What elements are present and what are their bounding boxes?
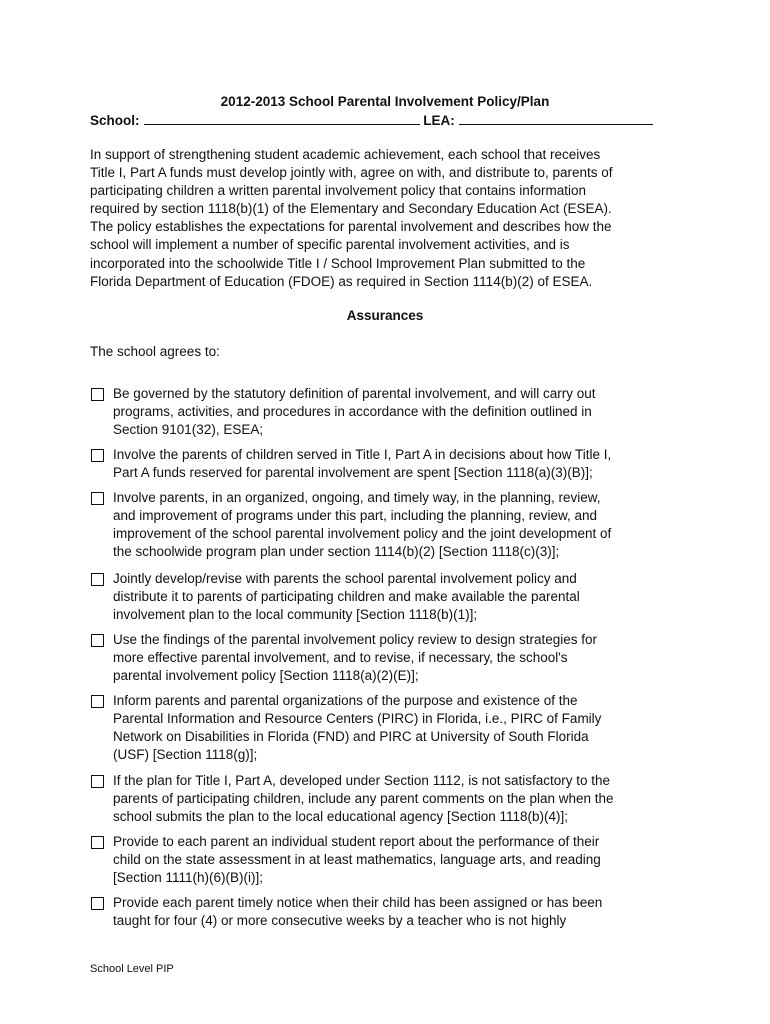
assurance-checkbox[interactable] xyxy=(91,775,104,788)
assurance-text xyxy=(113,631,597,685)
assurance-line: If the plan for Title I, Part A, developed under Section 1112, is not satisfactory to the xyxy=(113,773,611,788)
assurance-text xyxy=(113,489,611,561)
intro-line: participating children a written parental involvement policy that contains information xyxy=(90,183,587,199)
lea-label: LEA: xyxy=(423,113,455,128)
assurance-checkbox[interactable] xyxy=(91,695,104,708)
assurance-checkbox[interactable] xyxy=(91,388,104,401)
intro-line: incorporated into the schoolwide Title I / School Improvement Plan submitted to the xyxy=(90,255,586,271)
assurance-line: school submits the plan to the local educational agency [Section 1118(b)(4)]; xyxy=(113,809,569,825)
lea-field[interactable] xyxy=(459,112,653,125)
intro-line: Title I, Part A funds must develop jointly with, agree on with, and distribute to, parents of xyxy=(90,165,613,181)
intro-line: Florida Department of Education (FDOE) as required in Section 1114(b)(2) of ESEA. xyxy=(90,273,593,289)
assurance-line: and improvement of programs under this part, including the planning, review, and xyxy=(113,508,598,524)
assurance-line: Inform parents and parental organizations of the purpose and existence of the xyxy=(113,693,578,708)
assurance-line: Network on Disabilities in Florida (FND) and PIRC at University of South Florida xyxy=(113,729,589,745)
assurances-heading: Assurances xyxy=(346,308,424,323)
assurance-text xyxy=(113,446,611,482)
assurance-line: improvement of the school parental involvement policy and the joint development of xyxy=(113,526,612,542)
assurance-checkbox[interactable] xyxy=(91,492,104,505)
assurance-checkbox[interactable] xyxy=(91,634,104,647)
intro-line: required by section 1118(b)(1) of the Elementary and Secondary Education Act (ESEA). xyxy=(90,201,612,217)
school-field[interactable] xyxy=(144,112,420,125)
assurance-line: Part A funds reserved for parental involvement are spent [Section 1118(a)(3)(B)]; xyxy=(113,465,593,481)
assurance-text xyxy=(113,894,602,930)
assurance-text xyxy=(113,692,601,764)
assurance-line: Jointly develop/revise with parents the school parental involvement policy and xyxy=(113,571,577,586)
assurance-text xyxy=(113,570,580,624)
assurance-checkbox[interactable] xyxy=(91,573,104,586)
assurance-checkbox[interactable] xyxy=(91,449,104,462)
assurance-line: [Section 1111(h)(6)(B)(i)]; xyxy=(113,870,264,886)
assurance-line: Involve the parents of children served in Title I, Part A in decisions about how Title I, xyxy=(113,447,612,462)
intro-line: school will implement a number of specific parental involvement activities, and is xyxy=(90,237,570,253)
assurance-line: parents of participating children, include any parent comments on the plan when the xyxy=(113,791,614,807)
school-lea-line xyxy=(90,112,653,130)
intro-line: In support of strengthening student academic achievement, each school that receives xyxy=(90,147,601,162)
page-title: 2012-2013 School Parental Involvement Policy/Plan xyxy=(220,94,550,109)
assurance-line: Section 9101(32), ESEA; xyxy=(113,422,264,438)
assurance-line: Be governed by the statutory definition of parental involvement, and will carry out xyxy=(113,386,596,401)
assurance-line: parental involvement policy [Section 1118(a)(2)(E)]; xyxy=(113,668,419,684)
assurance-checkbox[interactable] xyxy=(91,836,104,849)
intro-paragraph xyxy=(90,146,690,291)
agrees-intro: The school agrees to: xyxy=(90,344,220,359)
assurance-line: the schoolwide program plan under section 1114(b)(2) [Section 1118(c)(3)]; xyxy=(113,544,560,560)
assurance-checkbox[interactable] xyxy=(91,897,104,910)
assurance-line: involvement plan to the local community [Section 1118(b)(1)]; xyxy=(113,607,478,623)
assurance-line: taught for four (4) or more consecutive weeks by a teacher who is not highly xyxy=(113,913,567,929)
intro-line: The policy establishes the expectations for parental involvement and describes how the xyxy=(90,219,612,235)
school-label: School: xyxy=(90,113,140,128)
assurance-line: Parental Information and Resource Centers (PIRC) in Florida, i.e., PIRC of Family xyxy=(113,711,602,727)
assurance-line: Provide each parent timely notice when their child has been assigned or has been xyxy=(113,895,603,910)
page-footer: School Level PIP xyxy=(90,963,174,975)
assurance-line: (USF) [Section 1118(g)]; xyxy=(113,747,258,763)
assurance-line: more effective parental involvement, and to revise, if necessary, the school's xyxy=(113,650,568,666)
assurance-line: child on the state assessment in at least mathematics, language arts, and reading xyxy=(113,852,601,868)
assurance-text xyxy=(113,833,601,887)
assurance-line: Use the findings of the parental involvement policy review to design strategies for xyxy=(113,632,598,647)
assurance-line: programs, activities, and procedures in accordance with the definition outlined in xyxy=(113,404,592,420)
assurance-text xyxy=(113,772,614,826)
assurance-text xyxy=(113,385,596,439)
assurance-line: Involve parents, in an organized, ongoing, and timely way, in the planning, review, xyxy=(113,490,601,505)
assurance-line: distribute it to parents of participating children and make available the parental xyxy=(113,589,580,605)
assurance-line: Provide to each parent an individual student report about the performance of their xyxy=(113,834,600,849)
